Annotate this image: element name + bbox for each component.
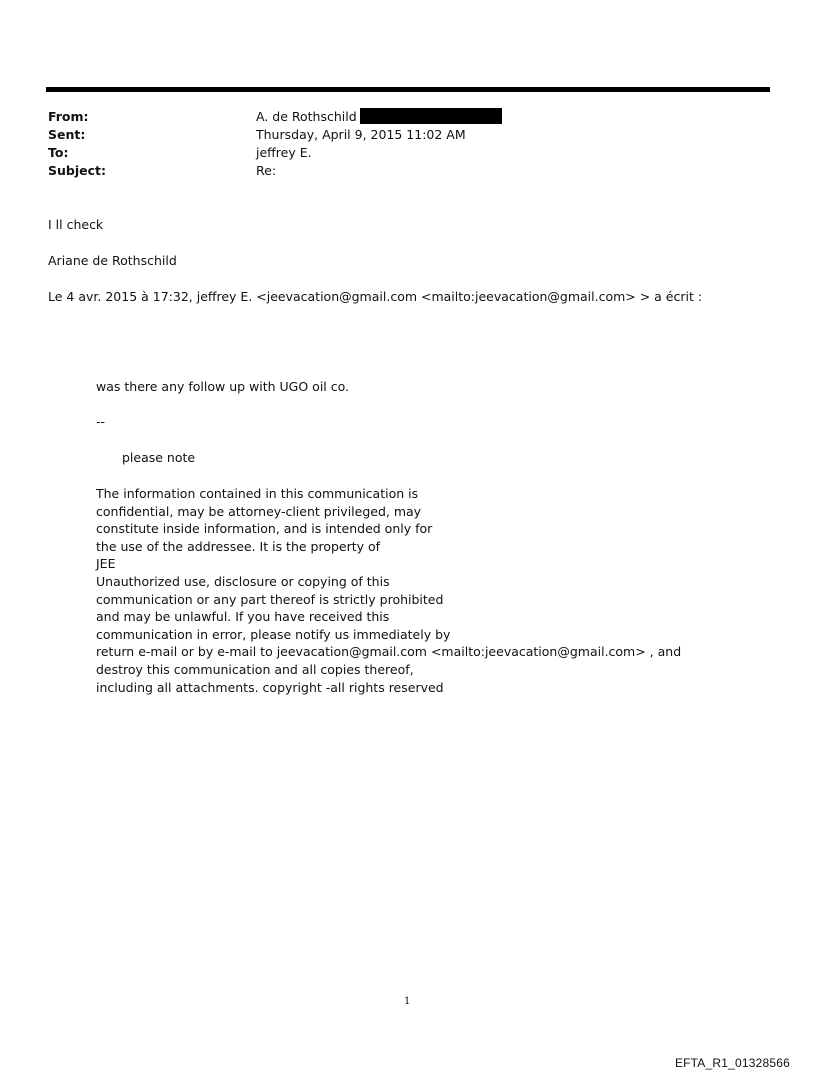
disclaimer-line: The information contained in this communication is xyxy=(96,486,419,501)
sent-label: Sent: xyxy=(48,127,86,142)
disclaimer-line: the use of the addressee. It is the property of xyxy=(96,538,381,554)
from-row xyxy=(48,108,748,126)
subject-value: Re: xyxy=(256,163,277,178)
disclaimer-line: JEE xyxy=(96,556,116,572)
from-value xyxy=(256,108,502,126)
page-number: 1 xyxy=(404,996,411,1007)
to-row xyxy=(48,144,748,162)
quoted-message: was there any follow up with UGO oil co. xyxy=(96,379,350,394)
disclaimer-line: communication in error, please notify us immediately by xyxy=(96,626,451,642)
signature-separator: -- xyxy=(96,414,106,429)
disclaimer-line: and may be unlawful. If you have received this xyxy=(96,609,390,625)
redaction-box xyxy=(360,108,502,124)
disclaimer xyxy=(96,485,681,696)
sent-value: Thursday, April 9, 2015 11:02 AM xyxy=(256,127,466,142)
disclaimer-line: destroy this communication and all copies thereof, xyxy=(96,661,414,677)
disclaimer-line: including all attachments. copyright -all rights reserved xyxy=(96,679,444,695)
from-name: A. de Rothschild xyxy=(256,109,357,124)
quote-intro: Le 4 avr. 2015 à 17:32, jeffrey E. <jeevacation@gmail.com <mailto:jeevacation@gmail.com> > a écrit : xyxy=(48,289,703,304)
reply-text: I ll check xyxy=(48,217,104,232)
signature: Ariane de Rothschild xyxy=(48,253,177,268)
to-label: To: xyxy=(48,145,69,160)
disclaimer-line: return e-mail or by e-mail to jeevacation@gmail.com <mailto:jeevacation@gmail.com> , and xyxy=(96,644,682,660)
subject-label: Subject: xyxy=(48,163,106,178)
subject-row xyxy=(48,162,748,180)
disclaimer-line: Unauthorized use, disclosure or copying of this xyxy=(96,573,390,589)
sent-row xyxy=(48,126,748,144)
document-id: EFTA_R1_01328566 xyxy=(674,1056,790,1070)
disclaimer-line: confidential, may be attorney-client privileged, may xyxy=(96,503,422,519)
header-divider xyxy=(46,87,770,92)
disclaimer-line: constitute inside information, and is intended only for xyxy=(96,521,433,537)
from-label: From: xyxy=(48,109,89,124)
please-note: please note xyxy=(122,450,196,465)
disclaimer-line: communication or any part thereof is strictly prohibited xyxy=(96,591,444,607)
to-value: jeffrey E. xyxy=(256,145,312,160)
